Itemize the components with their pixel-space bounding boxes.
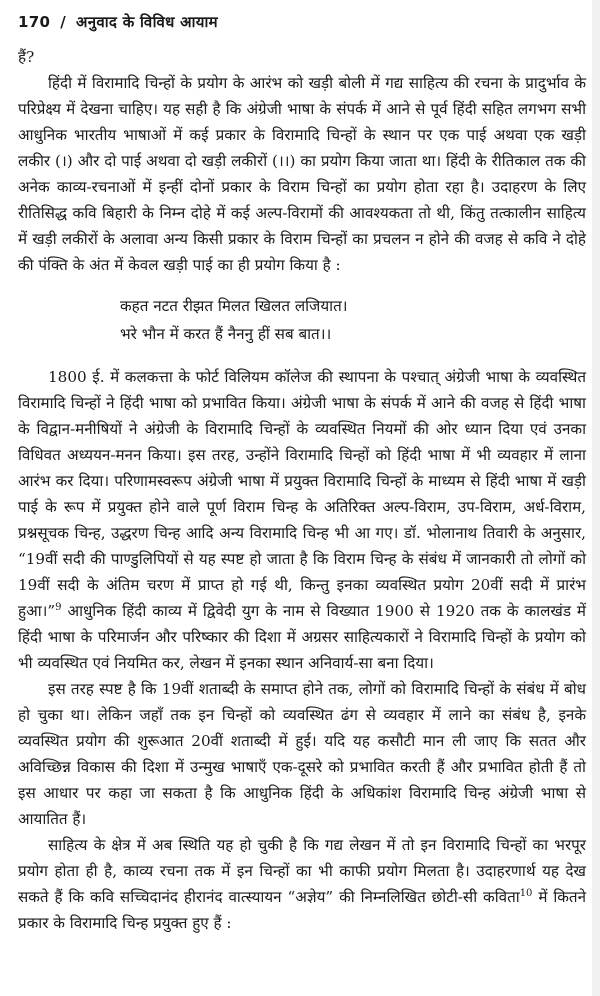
- book-title: अनुवाद के विविध आयाम: [76, 13, 218, 31]
- verse-line-1: कहत नटत रीझत मिलत खिलत लजियात।: [120, 297, 348, 315]
- verse-doha: [18, 292, 586, 348]
- continuation-line: हैं?: [18, 48, 35, 66]
- footnote-ref-10: 10: [519, 888, 533, 899]
- paragraph-4-text-b: में कितने प्रकार के विरामादि चिन्ह प्रयुक्त हुए हैं :: [18, 888, 587, 932]
- running-head: [18, 12, 218, 32]
- paragraph-4: [18, 832, 586, 936]
- running-head-separator: /: [60, 13, 66, 31]
- footnote-ref-9: 9: [55, 602, 62, 613]
- body-text: [18, 44, 586, 936]
- paragraph-2-text-a: 1800 ई. में कलकत्ता के फोर्ट विलियम कॉलेज की स्थापना के पश्चात् अंग्रेजी भाषा के व्यवस्थित विरामादि चिन्हों ने हिंदी भाषा को प्रभावित किया। अंग्रेजी भाषा के संपर्क में आने की वजह से हिंदी भाषा के विद्वान-मनीषियों ने अंग्रेजी के विरामादि चिन्हों के व्यवस्थित नियमों की ओर ध्यान दिया एवं उनका विधिवत अध्ययन-मनन किया। इस तरह, उन्होंने विरामादि चिन्हों को हिंदी भाषा में भी व्यवहार में लाना आरंभ कर दिया। परिणामस्वरूप अंग्रेजी भाषा में प्रयुक्त विरामादि चिन्हों के माध्यम से हिंदी भाषा में खड़ी पाई के रूप में प्रयुक्त होने वाले पूर्ण विराम चिन्ह के अतिरिक्त अल्प-विराम, उप-विराम, अर्ध-विराम, प्रश्नसूचक चिन्ह, उद्धरण चिन्ह आदि अन्य विरामादि चिन्ह भी आ गए। डॉ. भोलानाथ तिवारी के अनुसार, “19वीं सदी की पाण्डुलिपियों से यह स्पष्ट हो जाता है कि विराम चिन्ह के संबंध में जानकारी तो लोगों को 19वीं सदी के अंतिम चरण में प्राप्त हो गई थी, किन्तु इनका व्यवस्थित प्रयोग 20वीं सदी में प्रारंभ हुआ।”: [18, 368, 586, 620]
- paragraph-2: [18, 364, 586, 676]
- paragraph-3: इस तरह स्पष्ट है कि 19वीं शताब्दी के समाप्त होने तक, लोगों को विरामादि चिन्हों के संबंध में बोध हो चुका था। लेकिन जहाँ तक इन चिन्हों को व्यवस्थित ढंग से व्यवहार में लाने का संबंध है, इनके व्यवस्थित प्रयोग की शुरूआत 20वीं शताब्दी में हुई। यदि यह कसौटी मान ली जाए कि सतत और अविच्छिन्न विकास की दिशा में उन्मुख भाषाएँ एक-दूसरे को प्रभावित करती हैं और प्रभावित होती हैं तो इस आधार पर कहा जा सकता है कि आधुनिक हिंदी के अधिकांश विरामादि चिन्ह अंग्रेजी भाषा से आयातित हैं।: [18, 680, 586, 828]
- paragraph-2-text-b: आधुनिक हिंदी काव्य में द्विवेदी युग के नाम से विख्यात 1900 से 1920 तक के कालखंड में हिंदी भाषा के परिमार्जन और परिष्कार की दिशा में अग्रसर साहित्यकारों ने विरामादि चिन्हों के प्रयोग को भी व्यवस्थित एवं नियमित कर, लेखन में इनका स्थान अनिवार्य-सा बना दिया।: [18, 602, 586, 672]
- verse-line-2: भरे भौन में करत हैं नैननु हीं सब बात।।: [120, 325, 332, 343]
- scan-margin-strip: [592, 0, 600, 996]
- paragraph-1: हिंदी में विरामादि चिन्हों के प्रयोग के आरंभ को खड़ी बोली में गद्य साहित्य की रचना के प्रादुर्भाव के परिप्रेक्ष्य में देखना चाहिए। यह सही है कि अंग्रेजी भाषा के संपर्क में आने से पूर्व हिंदी सहित लगभग सभी आधुनिक भारतीय भाषाओं में कई प्रकार के विरामादि चिन्हों के स्थान पर एक पाई अथवा एक खड़ी लकीर (।) और दो पाई अथवा दो खड़ी लकीरों (।।) का प्रयोग किया जाता था। हिंदी के रीतिकाल तक की अनेक काव्य-रचनाओं में इन्हीं दोनों प्रकार के विराम चिन्हों का प्रयोग होता रहा है। उदाहरण के लिए रीतिसिद्ध कवि बिहारी के निम्न दोहे में कई अल्प-विरामों की आवश्यकता तो थी, किंतु तत्कालीन साहित्य में खड़ी लकीरों के अलावा अन्य किसी प्रकार के विराम चिन्हों का प्रचलन न होने की वजह से कवि ने दोहे की पंक्ति के अंत में केवल खड़ी पाई का ही प्रयोग किया है :: [18, 74, 586, 274]
- paragraph-4-text-a: साहित्य के क्षेत्र में अब स्थिति यह हो चुकी है कि गद्य लेखन में तो इन विरामादि चिन्हों का भरपूर प्रयोग होता ही है, काव्य रचना तक में इन चिन्हों का भी काफी प्रयोग मिलता है। उदाहरणार्थ यह देख सकते हैं कि कवि सच्चिदानंद हीरानंद वात्स्यायन “अज्ञेय” की निम्नलिखित छोटी-सी कविता: [18, 836, 586, 906]
- page-number: 170: [18, 13, 51, 31]
